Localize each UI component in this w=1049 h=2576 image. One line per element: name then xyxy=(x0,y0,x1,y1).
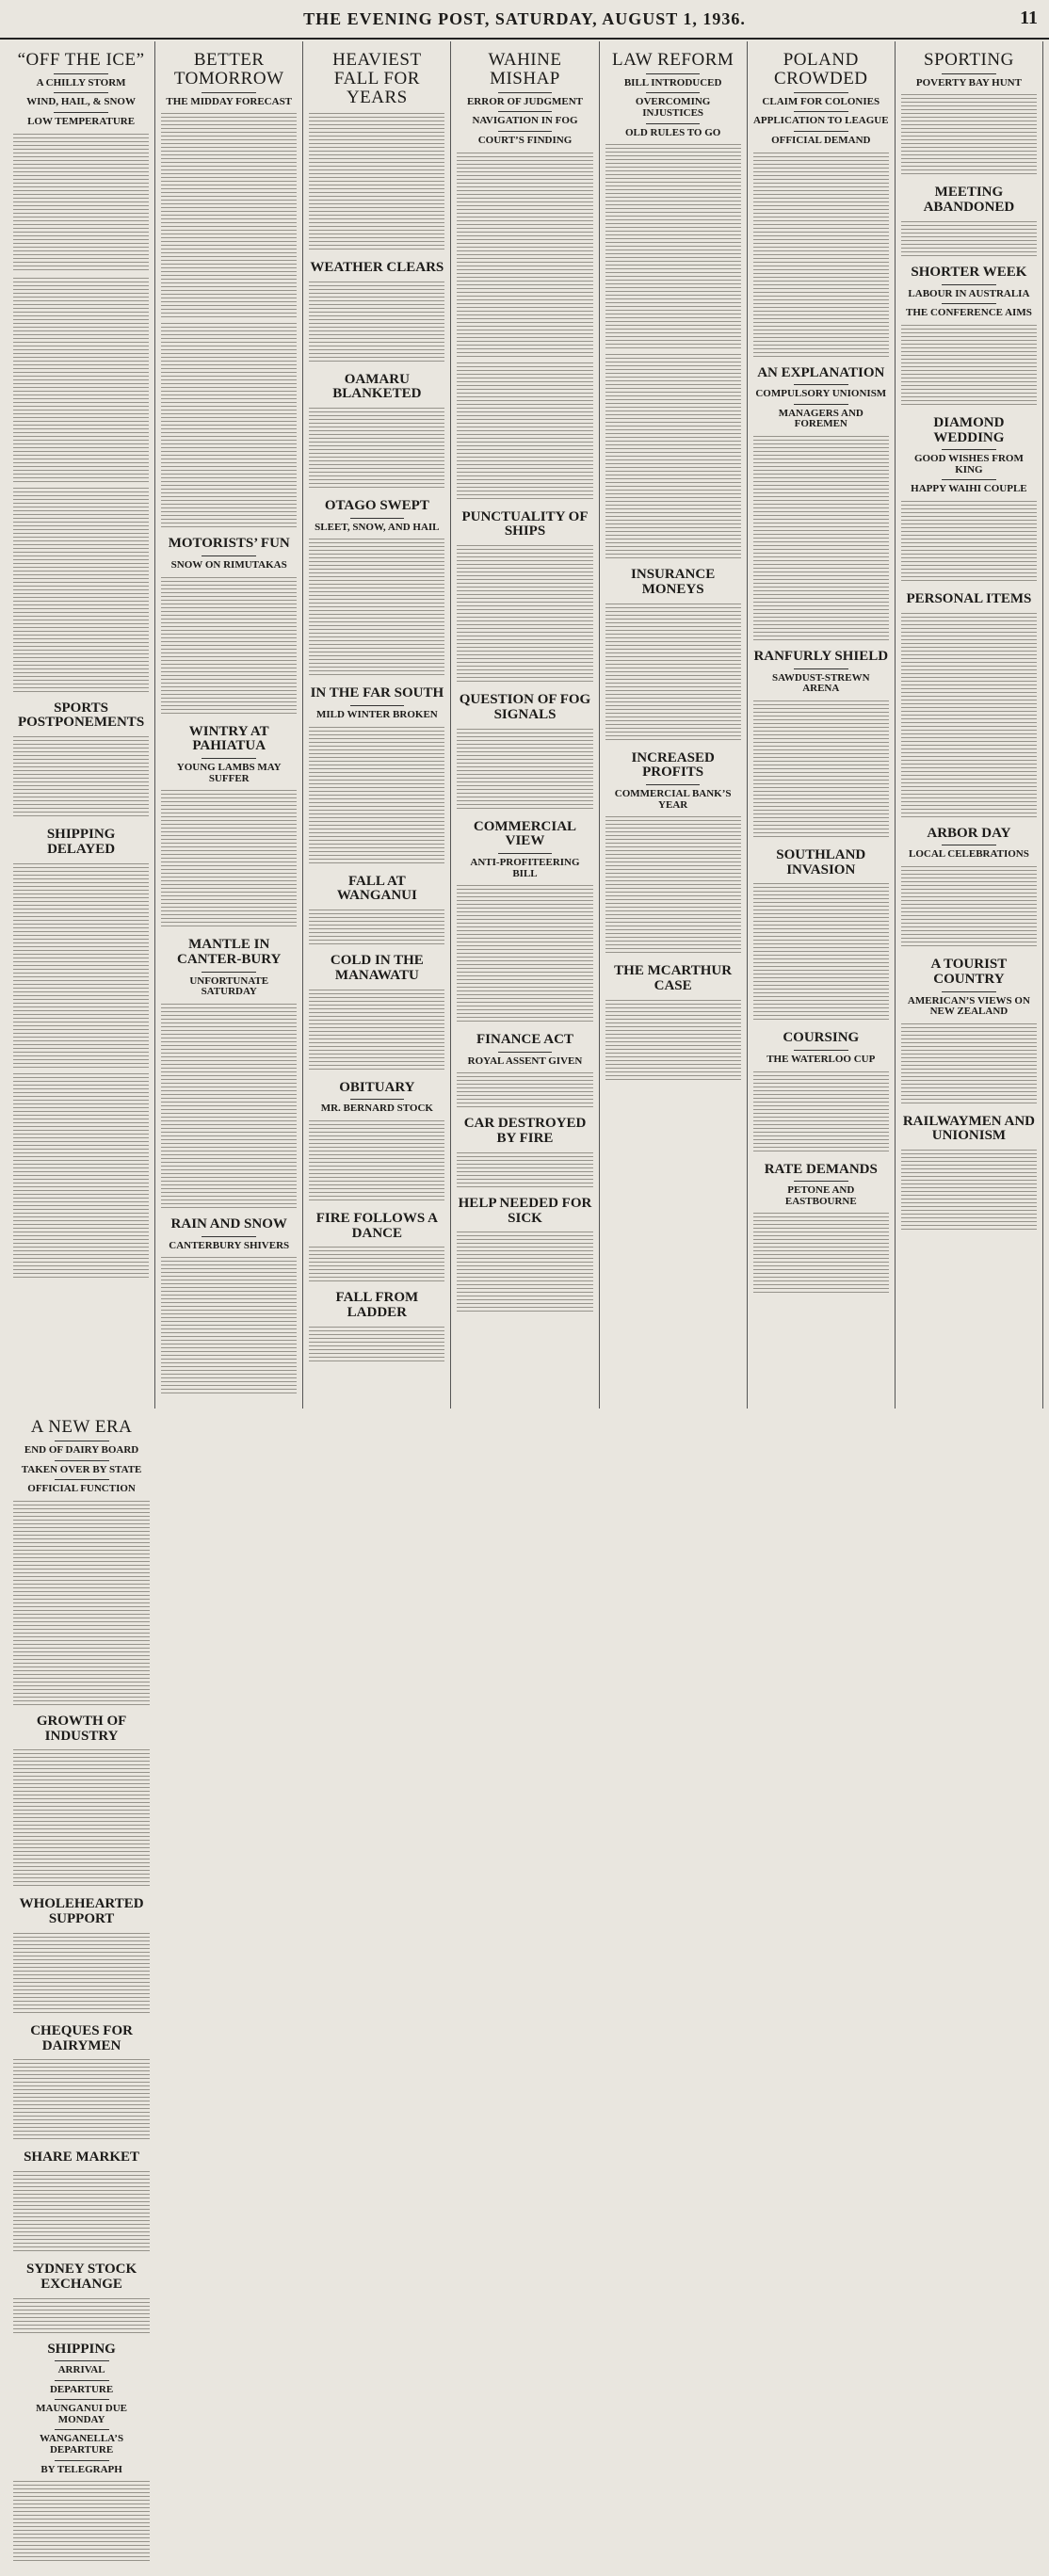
divider xyxy=(55,2380,109,2381)
article xyxy=(13,2343,150,2564)
article-body-text xyxy=(309,724,444,865)
article xyxy=(309,1291,444,1361)
article-subhead: UNFORTUNATE SATURDAY xyxy=(189,974,269,998)
page-number: 11 xyxy=(1020,8,1038,28)
article-body-text xyxy=(13,131,149,272)
article-headline: A NEW ERA xyxy=(30,1417,133,1438)
divider xyxy=(942,284,996,285)
article xyxy=(13,1897,150,2015)
article xyxy=(753,848,889,1022)
divider xyxy=(498,853,553,854)
article xyxy=(13,2262,150,2333)
divider xyxy=(55,2399,109,2400)
column-5 xyxy=(600,41,748,1409)
article xyxy=(901,185,1037,256)
article-subhead: HAPPY WAIHI COUPLE xyxy=(911,483,1027,495)
article-body-text xyxy=(309,1324,444,1361)
article-body-text xyxy=(161,1001,297,1208)
divider xyxy=(794,111,848,112)
article-subhead: LOW TEMPERATURE xyxy=(27,116,136,128)
article-subhead: NAVIGATION IN FOG xyxy=(472,115,578,127)
article-body-text xyxy=(901,863,1037,948)
article-subhead: GOOD WISHES FROM KING xyxy=(913,453,1024,475)
article xyxy=(605,51,741,558)
divider xyxy=(202,758,256,759)
article-body-text xyxy=(309,110,444,251)
article-body-text xyxy=(605,601,741,742)
article xyxy=(901,958,1037,1105)
article xyxy=(605,964,741,1082)
article-headline: CAR DESTROYED BY FIRE xyxy=(463,1116,587,1147)
divider xyxy=(202,555,256,556)
article-body-text xyxy=(13,2168,150,2253)
article-headline: RATE DEMANDS xyxy=(764,1161,878,1177)
article-subhead: BILL INTRODUCED xyxy=(623,76,722,89)
article xyxy=(309,1081,444,1202)
column-6 xyxy=(748,41,896,1409)
article-headline: BETTER TOMORROW xyxy=(173,50,284,89)
article-subhead: DEPARTURE xyxy=(49,2383,114,2395)
article-subhead: MR. BERNARD STOCK xyxy=(320,1103,433,1115)
article-body-text xyxy=(13,1071,149,1278)
column-3 xyxy=(303,41,451,1409)
divider xyxy=(498,1052,553,1053)
article-headline: COURSING xyxy=(783,1030,860,1046)
article-headline: COLD IN THE MANAWATU xyxy=(330,953,424,983)
divider xyxy=(55,1479,109,1480)
article xyxy=(161,51,297,527)
article-headline: FINANCE ACT xyxy=(476,1032,573,1048)
divider xyxy=(54,73,108,74)
article-subhead: LABOUR IN AUSTRALIA xyxy=(908,287,1030,299)
article-subhead: OFFICIAL DEMAND xyxy=(771,134,871,146)
article xyxy=(753,650,889,839)
divider xyxy=(794,1181,848,1182)
article-body-text xyxy=(457,1070,592,1107)
article-body-text xyxy=(457,1150,592,1187)
article-headline: QUESTION OF FOG SIGNALS xyxy=(459,692,591,722)
article-subhead: OLD RULES TO GO xyxy=(624,126,721,138)
article-body-text xyxy=(605,141,741,348)
article-body-text xyxy=(13,1747,150,1888)
article-body-text xyxy=(457,1229,592,1313)
article-subhead: ERROR OF JUDGMENT xyxy=(466,95,584,107)
article-subhead: POVERTY BAY HUNT xyxy=(915,76,1022,89)
article xyxy=(901,827,1037,948)
article-body-text xyxy=(901,322,1037,407)
divider xyxy=(942,991,996,992)
article-body-text xyxy=(161,110,297,317)
article-subhead: LOCAL CELEBRATIONS xyxy=(908,848,1029,861)
article-subhead: MILD WINTER BROKEN xyxy=(315,709,438,721)
article-subhead: SAWDUST-STREWN ARENA xyxy=(772,671,870,695)
divider xyxy=(646,92,701,93)
article xyxy=(161,725,297,929)
article-body-text xyxy=(901,610,1037,817)
article-subhead: BY TELEGRAPH xyxy=(40,2463,122,2475)
article-headline: “OFF THE ICE” xyxy=(17,50,145,70)
article-body-text xyxy=(605,351,741,558)
divider xyxy=(498,111,553,112)
article-body-text xyxy=(901,498,1037,583)
divider xyxy=(942,73,996,74)
article xyxy=(309,686,444,864)
article-headline: FALL FROM LADDER xyxy=(335,1290,419,1321)
divider xyxy=(646,123,701,124)
article-headline: INCREASED PROFITS xyxy=(631,749,715,781)
divider xyxy=(794,1050,848,1051)
article-body-text xyxy=(309,1244,444,1281)
article-subhead: PETONE AND EASTBOURNE xyxy=(784,1184,857,1207)
article-headline: RAILWAYMEN AND UNIONISM xyxy=(902,1113,1035,1144)
article xyxy=(13,2150,150,2253)
article-headline: SHIPPING xyxy=(47,2341,116,2357)
divider xyxy=(794,384,848,385)
article-headline: SYDNEY STOCK EXCHANGE xyxy=(26,2262,137,2292)
article-headline: ARBOR DAY xyxy=(927,825,1011,841)
article-subhead: MANAGERS AND FOREMEN xyxy=(778,407,863,430)
article-body-text xyxy=(161,1254,297,1395)
article-headline: FALL AT WANGANUI xyxy=(336,873,417,904)
article-subhead: MAUNGANUI DUE MONDAY xyxy=(36,2403,127,2425)
article-subhead: CLAIM FOR COLONIES xyxy=(762,95,880,107)
article-body-text xyxy=(901,1021,1037,1105)
article-subhead: OFFICIAL FUNCTION xyxy=(27,1483,136,1495)
article xyxy=(309,499,444,677)
article-body-text xyxy=(13,733,149,818)
article-headline: GROWTH OF INDUSTRY xyxy=(36,1713,127,1744)
article-body-text xyxy=(457,542,592,684)
divider xyxy=(646,73,701,74)
article-headline: WHOLEHEARTED SUPPORT xyxy=(19,1896,144,1927)
article xyxy=(13,2024,150,2142)
article-headline: FIRE FOLLOWS A DANCE xyxy=(315,1210,438,1241)
article-headline: RANFURLY SHIELD xyxy=(753,648,889,664)
article-body-text xyxy=(457,726,592,811)
article-subhead: APPLICATION TO LEAGUE xyxy=(752,115,889,127)
article xyxy=(753,1031,889,1152)
article xyxy=(13,828,149,1278)
article xyxy=(457,820,592,1024)
article-body-text xyxy=(753,433,889,640)
article-headline: PUNCTUALITY OF SHIPS xyxy=(461,508,589,539)
article-body-text xyxy=(13,2295,150,2333)
article-headline: SPORTS POSTPONEMENTS xyxy=(17,700,145,731)
article-headline: POLAND CROWDED xyxy=(773,50,868,89)
article-headline: A TOURIST COUNTRY xyxy=(930,957,1008,987)
article-body-text xyxy=(309,279,444,363)
article-headline: AN EXPLANATION xyxy=(757,364,885,380)
article-headline: IN THE FAR SOUTH xyxy=(310,685,444,701)
article xyxy=(13,701,149,819)
article-body-text xyxy=(901,218,1037,256)
article-headline: LAW REFORM xyxy=(611,50,734,70)
article xyxy=(13,1418,150,1705)
divider xyxy=(55,1460,109,1461)
article xyxy=(753,51,889,357)
divider xyxy=(794,404,848,405)
article-headline: WEATHER CLEARS xyxy=(310,259,444,275)
divider xyxy=(942,303,996,304)
article-body-text xyxy=(161,787,297,928)
column-4 xyxy=(451,41,599,1409)
article-body-text xyxy=(13,485,149,692)
article-body-text xyxy=(901,91,1037,176)
article-body-text xyxy=(309,1118,444,1202)
article-subhead: OVERCOMING INJUSTICES xyxy=(635,96,711,120)
divider xyxy=(54,112,108,113)
article-subhead: TAKEN OVER BY STATE xyxy=(21,1463,142,1475)
article xyxy=(901,416,1037,583)
article-headline: HEAVIEST FALL FOR YEARS xyxy=(332,50,422,107)
article-body-text xyxy=(13,1930,150,2015)
article-body-text xyxy=(605,997,741,1082)
divider xyxy=(794,92,848,93)
divider xyxy=(55,2460,109,2461)
article-subhead: SNOW ON RIMUTAKAS xyxy=(170,559,287,572)
article-subhead: COMPULSORY UNIONISM xyxy=(755,388,887,400)
article-headline: RAIN AND SNOW xyxy=(170,1216,287,1232)
article xyxy=(161,1217,297,1395)
divider xyxy=(350,518,405,519)
article-subhead: WIND, HAIL, & SNOW xyxy=(26,96,136,108)
article-body-text xyxy=(457,882,592,1023)
divider xyxy=(498,92,553,93)
article-subhead: ARRIVAL xyxy=(57,2364,105,2376)
article-body-text xyxy=(309,405,444,490)
divider xyxy=(942,479,996,480)
divider xyxy=(55,2360,109,2361)
article-body-text xyxy=(309,907,444,944)
column-1 xyxy=(8,41,155,1409)
article xyxy=(161,938,297,1208)
article-subhead: CANTERBURY SHIVERS xyxy=(169,1239,290,1251)
article-headline: OBITUARY xyxy=(339,1079,415,1095)
article-body-text xyxy=(13,2478,150,2563)
column-7 xyxy=(896,41,1043,1409)
article-subhead: THE WATERLOO CUP xyxy=(767,1054,876,1065)
article-subhead: END OF DAIRY BOARD xyxy=(24,1444,139,1457)
article xyxy=(13,1715,150,1889)
article xyxy=(605,568,741,742)
article-headline: SHIPPING DELAYED xyxy=(46,827,116,857)
article-headline: WINTRY AT PAHIATUA xyxy=(188,723,269,754)
article-body-text xyxy=(753,880,889,1022)
divider xyxy=(942,449,996,450)
divider xyxy=(202,972,256,973)
article-subhead: YOUNG LAMBS MAY SUFFER xyxy=(176,762,282,784)
article-headline: OTAGO SWEPT xyxy=(324,498,429,514)
divider xyxy=(646,784,701,785)
article xyxy=(309,373,444,491)
article-body-text xyxy=(753,1069,889,1153)
article-subhead: ROYAL ASSENT GIVEN xyxy=(467,1055,583,1067)
article xyxy=(605,751,741,956)
article-body-text xyxy=(13,2056,150,2141)
article-headline: PERSONAL ITEMS xyxy=(906,590,1032,606)
article-body-text xyxy=(309,987,444,1071)
article xyxy=(457,51,592,501)
divider xyxy=(54,92,108,93)
article xyxy=(901,51,1037,176)
article-subhead: COMMERCIAL BANK’S YEAR xyxy=(614,788,732,811)
divider xyxy=(55,2429,109,2430)
divider xyxy=(794,668,848,669)
article-body-text xyxy=(13,861,149,1068)
article-body-text xyxy=(161,320,297,527)
article-headline: INSURANCE MONEYS xyxy=(631,567,716,597)
article xyxy=(901,1115,1037,1232)
divider xyxy=(794,131,848,132)
article xyxy=(309,954,444,1071)
article xyxy=(901,592,1037,817)
article-subhead: AMERICAN’S VIEWS ON NEW ZEALAND xyxy=(907,994,1030,1018)
article-body-text xyxy=(457,150,592,357)
article-headline: MANTLE IN CANTER-BURY xyxy=(177,937,282,968)
article-body-text xyxy=(309,536,444,677)
column-8 xyxy=(8,1409,155,2576)
article xyxy=(309,51,444,251)
article xyxy=(457,1197,592,1314)
article-body-text xyxy=(753,150,889,357)
article-body-text xyxy=(753,698,889,839)
article-subhead: ANTI-PROFITEERING BILL xyxy=(470,857,580,879)
article-headline: OAMARU BLANKETED xyxy=(332,371,422,402)
article xyxy=(13,51,149,692)
column-2 xyxy=(155,41,303,1409)
article xyxy=(309,261,444,363)
article-headline: SHORTER WEEK xyxy=(911,264,1027,280)
article-headline: MOTORISTS’ FUN xyxy=(168,536,290,552)
article-subhead: A CHILLY STORM xyxy=(36,76,126,89)
article xyxy=(309,875,444,945)
article xyxy=(753,1163,889,1296)
newspaper-title: THE EVENING POST, SATURDAY, AUGUST 1, 1936. xyxy=(303,9,746,28)
article-headline: HELP NEEDED FOR SICK xyxy=(458,1195,592,1226)
divider xyxy=(350,1099,405,1100)
article-subhead: SLEET, SNOW, AND HAIL xyxy=(315,521,440,533)
article-headline: SOUTHLAND INVASION xyxy=(776,846,866,877)
article-headline: SPORTING xyxy=(924,50,1014,70)
article-headline: THE MCARTHUR CASE xyxy=(614,963,733,993)
article xyxy=(901,266,1037,407)
divider xyxy=(202,92,256,93)
article xyxy=(309,1212,444,1282)
article-subhead: WANGANELLA’S DEPARTURE xyxy=(40,2433,124,2456)
article xyxy=(457,693,592,811)
masthead xyxy=(0,0,1049,40)
article xyxy=(457,510,592,684)
article xyxy=(161,537,297,715)
article-headline: CHEQUES FOR DAIRYMEN xyxy=(30,2022,133,2053)
article-body-text xyxy=(457,360,592,501)
article-body-text xyxy=(753,1210,889,1295)
divider xyxy=(202,1236,256,1237)
newspaper-columns xyxy=(8,41,1043,2475)
article xyxy=(457,1033,592,1107)
divider xyxy=(350,705,405,706)
article-body-text xyxy=(901,1147,1037,1232)
article-subhead: COURT’S FINDING xyxy=(477,134,573,146)
article-headline: SHARE MARKET xyxy=(24,2149,140,2165)
article-body-text xyxy=(13,275,149,482)
article-body-text xyxy=(605,813,741,955)
article-body-text xyxy=(161,574,297,716)
article-headline: COMMERCIAL VIEW xyxy=(473,818,577,849)
article-body-text xyxy=(13,1498,150,1705)
article xyxy=(753,366,889,640)
article-headline: DIAMOND WEDDING xyxy=(933,414,1005,445)
article-headline: WAHINE MISHAP xyxy=(488,50,562,89)
article-subhead: THE MIDDAY FORECAST xyxy=(166,95,293,107)
article-subhead: THE CONFERENCE AIMS xyxy=(905,307,1032,319)
divider xyxy=(498,131,553,132)
article-headline: MEETING ABANDONED xyxy=(923,185,1015,216)
article xyxy=(457,1117,592,1187)
